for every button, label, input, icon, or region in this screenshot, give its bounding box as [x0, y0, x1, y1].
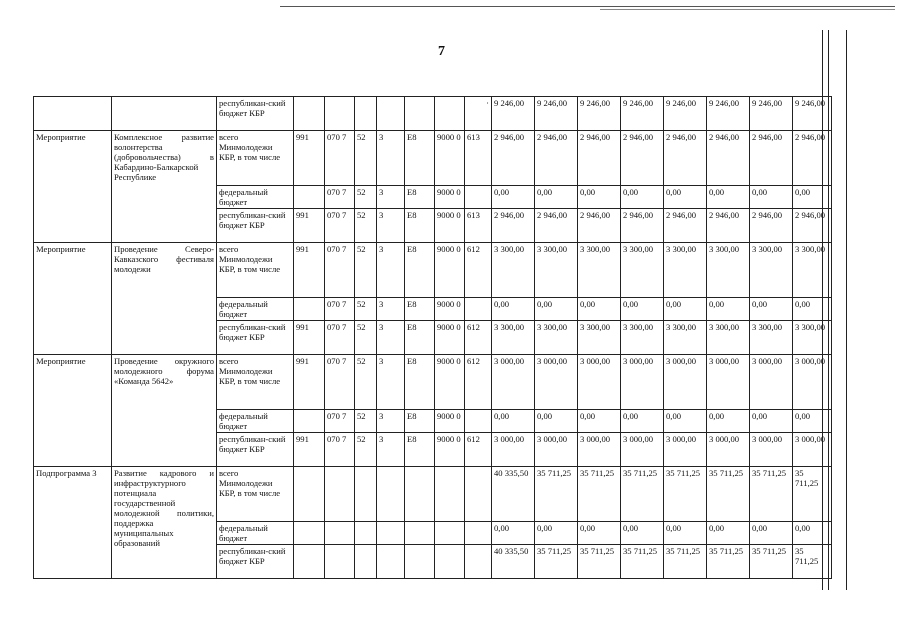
amount-cell: 3 300,00: [750, 243, 793, 298]
a-cell: [377, 467, 405, 522]
c-cell: 9000 0: [435, 433, 465, 467]
c-cell: [435, 467, 465, 522]
grbs-cell: [294, 522, 325, 545]
a-cell: 3: [377, 243, 405, 298]
rz-cell: [325, 467, 355, 522]
source-cell: республикан-ский бюджет КБР: [217, 545, 294, 579]
pr-cell: 52: [355, 298, 377, 321]
scan-top-line: [280, 6, 895, 7]
b-cell: Е8: [405, 209, 435, 243]
a-cell: [377, 522, 405, 545]
amount-cell: 9 246,00: [492, 97, 535, 131]
c-cell: 9000 0: [435, 355, 465, 410]
rz-cell: 070 7: [325, 243, 355, 298]
rz-cell: 070 7: [325, 355, 355, 410]
b-cell: Е8: [405, 433, 435, 467]
amount-cell: 35 711,25: [664, 545, 707, 579]
source-cell: всего Минмолодежи КБР, в том числе: [217, 355, 294, 410]
grbs-cell: [294, 467, 325, 522]
event-type-cell: Подпрограмма 3: [34, 467, 112, 579]
b-cell: Е8: [405, 321, 435, 355]
c-cell: 9000 0: [435, 209, 465, 243]
amount-cell: 35 711,25: [535, 545, 578, 579]
grbs-cell: [294, 410, 325, 433]
amount-cell: 2 946,00: [793, 209, 832, 243]
rz-cell: 070 7: [325, 433, 355, 467]
table-row: [34, 243, 832, 298]
amount-cell: 2 946,00: [578, 131, 621, 186]
pr-cell: [355, 545, 377, 579]
rz-cell: [325, 97, 355, 131]
amount-cell: 35 711,25: [535, 467, 578, 522]
vr-cell: 612: [465, 433, 492, 467]
rz-cell: 070 7: [325, 209, 355, 243]
amount-cell: 3 000,00: [793, 433, 832, 467]
source-cell: федеральный бюджет: [217, 186, 294, 209]
c-cell: 9000 0: [435, 131, 465, 186]
amount-cell: 0,00: [664, 410, 707, 433]
amount-cell: 0,00: [707, 410, 750, 433]
amount-cell: 9 246,00: [535, 97, 578, 131]
amount-cell: 3 000,00: [707, 433, 750, 467]
amount-cell: 0,00: [578, 410, 621, 433]
amount-cell: 35 711,25: [707, 467, 750, 522]
budget-table: [33, 96, 832, 579]
c-cell: [435, 97, 465, 131]
source-cell: республикан-ский бюджет КБР: [217, 321, 294, 355]
vr-cell: 613: [465, 209, 492, 243]
amount-cell: 40 335,50: [492, 467, 535, 522]
amount-cell: 3 000,00: [664, 433, 707, 467]
pr-cell: [355, 467, 377, 522]
rz-cell: [325, 545, 355, 579]
amount-cell: 2 946,00: [664, 131, 707, 186]
amount-cell: 35 711,25: [621, 545, 664, 579]
rz-cell: [325, 522, 355, 545]
c-cell: 9000 0: [435, 410, 465, 433]
amount-cell: 3 000,00: [664, 355, 707, 410]
amount-cell: 35 711,25: [750, 545, 793, 579]
amount-cell: 3 000,00: [535, 355, 578, 410]
pr-cell: 52: [355, 410, 377, 433]
amount-cell: 0,00: [793, 298, 832, 321]
amount-cell: 3 000,00: [535, 433, 578, 467]
amount-cell: 3 000,00: [707, 355, 750, 410]
amount-cell: 3 300,00: [535, 321, 578, 355]
amount-cell: 9 246,00: [793, 97, 832, 131]
amount-cell: 0,00: [750, 298, 793, 321]
table-row: [34, 467, 832, 522]
vr-cell: [465, 522, 492, 545]
amount-cell: 0,00: [578, 186, 621, 209]
pr-cell: 52: [355, 131, 377, 186]
amount-cell: 3 000,00: [793, 355, 832, 410]
amount-cell: 0,00: [793, 186, 832, 209]
amount-cell: 40 335,50: [492, 545, 535, 579]
vr-cell: [465, 186, 492, 209]
grbs-cell: 991: [294, 355, 325, 410]
amount-cell: 0,00: [492, 298, 535, 321]
amount-cell: 0,00: [621, 298, 664, 321]
amount-cell: 0,00: [750, 522, 793, 545]
grbs-cell: [294, 298, 325, 321]
amount-cell: 2 946,00: [750, 131, 793, 186]
amount-cell: 2 946,00: [793, 131, 832, 186]
vr-cell: 612: [465, 243, 492, 298]
amount-cell: 0,00: [621, 522, 664, 545]
amount-cell: 3 300,00: [793, 321, 832, 355]
source-cell: федеральный бюджет: [217, 522, 294, 545]
page-number: 7: [438, 44, 445, 59]
c-cell: 9000 0: [435, 298, 465, 321]
amount-cell: 3 300,00: [793, 243, 832, 298]
amount-cell: 35 711,25: [578, 545, 621, 579]
grbs-cell: [294, 186, 325, 209]
amount-cell: 0,00: [707, 298, 750, 321]
amount-cell: 0,00: [492, 410, 535, 433]
c-cell: [435, 522, 465, 545]
a-cell: 3: [377, 209, 405, 243]
event-type-cell: Мероприятие: [34, 355, 112, 467]
source-cell: федеральный бюджет: [217, 298, 294, 321]
amount-cell: 2 946,00: [492, 131, 535, 186]
a-cell: 3: [377, 355, 405, 410]
rz-cell: 070 7: [325, 298, 355, 321]
amount-cell: 9 246,00: [750, 97, 793, 131]
event-type-cell: Мероприятие: [34, 131, 112, 243]
amount-cell: 2 946,00: [578, 209, 621, 243]
b-cell: Е8: [405, 243, 435, 298]
amount-cell: 0,00: [621, 410, 664, 433]
amount-cell: 0,00: [535, 522, 578, 545]
amount-cell: 3 300,00: [707, 243, 750, 298]
amount-cell: 3 300,00: [621, 243, 664, 298]
amount-cell: 2 946,00: [750, 209, 793, 243]
table-row: [34, 355, 832, 410]
amount-cell: 3 000,00: [750, 433, 793, 467]
vr-cell: 612: [465, 355, 492, 410]
scan-edge-line: [846, 30, 847, 590]
pr-cell: 52: [355, 186, 377, 209]
pr-cell: 52: [355, 433, 377, 467]
amount-cell: 0,00: [492, 522, 535, 545]
amount-cell: 3 300,00: [535, 243, 578, 298]
amount-cell: 35 711,25: [578, 467, 621, 522]
amount-cell: 2 946,00: [707, 209, 750, 243]
b-cell: Е8: [405, 298, 435, 321]
a-cell: 3: [377, 298, 405, 321]
pr-cell: 52: [355, 355, 377, 410]
grbs-cell: 991: [294, 209, 325, 243]
amount-cell: 2 946,00: [535, 131, 578, 186]
vr-cell: [465, 545, 492, 579]
b-cell: [405, 522, 435, 545]
amount-cell: 3 300,00: [492, 243, 535, 298]
source-cell: всего Минмолодежи КБР, в том числе: [217, 243, 294, 298]
amount-cell: 0,00: [535, 186, 578, 209]
amount-cell: 3 300,00: [664, 243, 707, 298]
amount-cell: 0,00: [535, 298, 578, 321]
amount-cell: 2 946,00: [621, 209, 664, 243]
amount-cell: 0,00: [664, 298, 707, 321]
b-cell: [405, 467, 435, 522]
amount-cell: 3 300,00: [664, 321, 707, 355]
amount-cell: 35 711,25: [750, 467, 793, 522]
amount-cell: 0,00: [664, 522, 707, 545]
grbs-cell: [294, 545, 325, 579]
amount-cell: 35 711,25: [621, 467, 664, 522]
pr-cell: [355, 522, 377, 545]
grbs-cell: [294, 97, 325, 131]
table-row: [34, 97, 832, 131]
source-cell: республикан-ский бюджет КБР: [217, 209, 294, 243]
event-name-cell: Проведение Северо-Кавказского фестиваля молодежи: [112, 243, 217, 355]
c-cell: 9000 0: [435, 243, 465, 298]
amount-cell: 3 300,00: [621, 321, 664, 355]
vr-cell: [465, 298, 492, 321]
amount-cell: 2 946,00: [621, 131, 664, 186]
rz-cell: 070 7: [325, 321, 355, 355]
amount-cell: 0,00: [578, 522, 621, 545]
rz-cell: 070 7: [325, 410, 355, 433]
amount-cell: 0,00: [664, 186, 707, 209]
amount-cell: 3 000,00: [621, 433, 664, 467]
amount-cell: 2 946,00: [664, 209, 707, 243]
b-cell: Е8: [405, 186, 435, 209]
amount-cell: 9 246,00: [621, 97, 664, 131]
amount-cell: 0,00: [535, 410, 578, 433]
scan-top-line-2: [600, 9, 895, 10]
a-cell: 3: [377, 131, 405, 186]
amount-cell: 9 246,00: [578, 97, 621, 131]
pr-cell: [355, 97, 377, 131]
vr-cell: [465, 467, 492, 522]
source-cell: республикан-ский бюджет КБР: [217, 97, 294, 131]
event-name-cell: Проведение окружного молодежного форума «Команда 5642»: [112, 355, 217, 467]
a-cell: 3: [377, 186, 405, 209]
a-cell: [377, 97, 405, 131]
amount-cell: 0,00: [492, 186, 535, 209]
a-cell: [377, 545, 405, 579]
amount-cell: 2 946,00: [492, 209, 535, 243]
amount-cell: 3 000,00: [492, 433, 535, 467]
pr-cell: 52: [355, 209, 377, 243]
pr-cell: 52: [355, 321, 377, 355]
event-name-cell: [112, 97, 217, 131]
amount-cell: 0,00: [707, 186, 750, 209]
amount-cell: 3 000,00: [621, 355, 664, 410]
b-cell: [405, 545, 435, 579]
amount-cell: 3 000,00: [578, 355, 621, 410]
amount-cell: 3 300,00: [578, 321, 621, 355]
amount-cell: 3 300,00: [578, 243, 621, 298]
b-cell: Е8: [405, 131, 435, 186]
pr-cell: 52: [355, 243, 377, 298]
b-cell: Е8: [405, 355, 435, 410]
grbs-cell: 991: [294, 131, 325, 186]
vr-cell: 612: [465, 321, 492, 355]
amount-cell: 3 000,00: [492, 355, 535, 410]
grbs-cell: 991: [294, 433, 325, 467]
amount-cell: 35 711,25: [707, 545, 750, 579]
amount-cell: 3 000,00: [578, 433, 621, 467]
amount-cell: 0,00: [750, 186, 793, 209]
a-cell: 3: [377, 410, 405, 433]
b-cell: [405, 97, 435, 131]
event-type-cell: [34, 97, 112, 131]
grbs-cell: 991: [294, 243, 325, 298]
vr-cell: ·: [465, 97, 492, 131]
amount-cell: 9 246,00: [664, 97, 707, 131]
table-row: [34, 131, 832, 186]
c-cell: [435, 545, 465, 579]
rz-cell: 070 7: [325, 131, 355, 186]
amount-cell: 35 711,25: [664, 467, 707, 522]
source-cell: всего Минмолодежи КБР, в том числе: [217, 131, 294, 186]
event-name-cell: Развитие кадрового и инфраструктурного потенциала государственной молодежной политики, поддержка муниципальных образований: [112, 467, 217, 579]
amount-cell: 0,00: [621, 186, 664, 209]
amount-cell: 9 246,00: [707, 97, 750, 131]
a-cell: 3: [377, 433, 405, 467]
event-type-cell: Мероприятие: [34, 243, 112, 355]
amount-cell: 0,00: [578, 298, 621, 321]
vr-cell: [465, 410, 492, 433]
amount-cell: 3 300,00: [750, 321, 793, 355]
source-cell: федеральный бюджет: [217, 410, 294, 433]
amount-cell: 0,00: [793, 522, 832, 545]
source-cell: республикан-ский бюджет КБР: [217, 433, 294, 467]
amount-cell: 3 000,00: [750, 355, 793, 410]
amount-cell: 3 300,00: [492, 321, 535, 355]
amount-cell: 0,00: [793, 410, 832, 433]
vr-cell: 613: [465, 131, 492, 186]
amount-cell: 2 946,00: [707, 131, 750, 186]
rz-cell: 070 7: [325, 186, 355, 209]
c-cell: 9000 0: [435, 321, 465, 355]
amount-cell: 35 711,25: [793, 545, 832, 579]
grbs-cell: 991: [294, 321, 325, 355]
c-cell: 9000 0: [435, 186, 465, 209]
amount-cell: 0,00: [707, 522, 750, 545]
b-cell: Е8: [405, 410, 435, 433]
amount-cell: 3 300,00: [707, 321, 750, 355]
amount-cell: 35 711,25: [793, 467, 832, 522]
source-cell: всего Минмолодежи КБР, в том числе: [217, 467, 294, 522]
a-cell: 3: [377, 321, 405, 355]
amount-cell: 0,00: [750, 410, 793, 433]
amount-cell: 2 946,00: [535, 209, 578, 243]
event-name-cell: Комплексное развитие волонтерства (добровольчества) в Кабардино-Балкарской Республике: [112, 131, 217, 243]
